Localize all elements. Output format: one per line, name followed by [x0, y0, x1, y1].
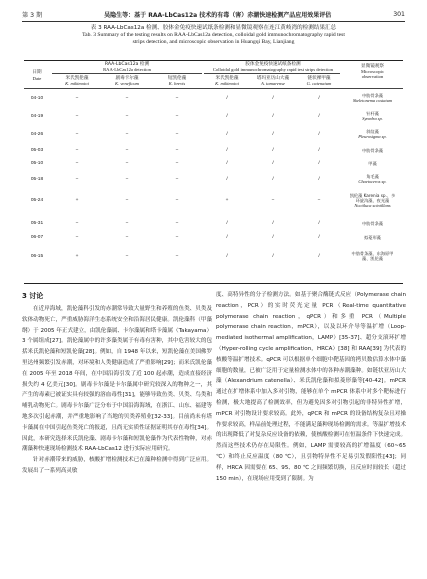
row-result-cell: − — [75, 95, 79, 101]
row-result-cell: − — [175, 253, 179, 259]
microscopy-note-line: Synedra sp. — [362, 116, 383, 121]
table-caption — [22, 25, 405, 46]
row-result-cell: − — [175, 220, 179, 226]
row-result-cell: / — [226, 113, 228, 119]
row-result-cell: − — [75, 234, 79, 240]
microscopy-note-line: Chaetoceros sp. — [358, 179, 387, 184]
row-result-cell: − — [75, 147, 79, 153]
row-result-cell: / — [272, 176, 274, 182]
row-result-cell: − — [75, 220, 79, 226]
row-result-cell: / — [272, 253, 274, 259]
row-result-cell: / — [226, 220, 228, 226]
left-paragraphs — [22, 304, 212, 477]
row-result-cell: − — [125, 160, 129, 166]
microscopy-note-line: 甲藻 — [368, 160, 377, 166]
results-table — [24, 60, 403, 284]
row-result-cell: / — [226, 160, 228, 166]
row-microscopy-note — [342, 174, 403, 184]
running-header — [22, 8, 405, 20]
row-result-cell: − — [175, 131, 179, 137]
microscopy-note-line: 中肋骨条藻 — [362, 147, 383, 153]
row-microscopy-note — [342, 221, 403, 226]
row-result-cell: − — [271, 197, 275, 203]
row-result-cell: − — [125, 95, 129, 101]
row-result-cell: / — [318, 234, 320, 240]
row-result-cell: + — [75, 197, 79, 203]
row-result-cell: − — [125, 113, 129, 119]
row-date: 05-03 — [30, 147, 44, 153]
row-result-cell: + — [75, 253, 79, 259]
row-result-cell: / — [272, 95, 274, 101]
row-result-cell: / — [318, 220, 320, 226]
row-result-cell: − — [175, 197, 179, 203]
row-result-cell: − — [175, 147, 179, 153]
microscopy-note-line: Noctiluca scintillans — [354, 202, 391, 208]
micro-header-zh: 显微镜观察 — [361, 64, 384, 69]
group-gold-header-en: Colloidal gold immunochromatography rapid test strips detection — [212, 67, 334, 72]
species-header-en: K. brevis — [168, 81, 186, 86]
table-row — [24, 127, 403, 141]
species-header-zh: 短凯伦藻 — [167, 76, 187, 81]
group-gold-header-zh: 胶体金免疫快速试纸条检测 — [245, 62, 301, 67]
header-rule — [22, 21, 405, 22]
row-result-cell: − — [75, 176, 79, 182]
section-title: 3 讨论 — [22, 292, 44, 300]
microscopy-note-line: Pleurosigma sp. — [358, 134, 387, 139]
row-date: 05-31 — [30, 220, 44, 226]
microscopy-note-line: 凯伦藻 Karenia sp.、多 — [349, 192, 396, 198]
row-result-cell: / — [318, 131, 320, 137]
row-result-cell: / — [318, 253, 320, 259]
microscopy-note-line: 藻、凯伦藻 — [362, 256, 383, 261]
group-raa-rule — [52, 73, 202, 74]
row-date: 05-24 — [30, 197, 44, 203]
row-date: 04-19 — [30, 113, 44, 119]
microscopy-note-line: 中肋骨条藻、东海原甲 — [351, 251, 394, 256]
row-date: 06-15 — [30, 253, 44, 259]
row-microscopy-note — [342, 93, 403, 103]
body-paragraph: 在近岸海域，凯伦藻科引发的赤潮常导致大量野生和养殖的鱼类、贝类及软体动物死亡，严重威胁海洋生态系统安全和沿海居民健康。凯伦藻科（甲藻纲）于 2005 年正式建立，由凯伦藻属、卡尔藻属和塔卡藻属（Takayama）3 个属组成[27]。凯伦藻属中的许多藻类属于有毒有害种，其中危害较大的包括米氏凯伦藻和短凯伦藻[28]。例如，自 1948 年以来，短凯伦藻在美国佛罗里达州频繁引发赤潮，对环境和人类健康造成了严重影响[29]；而米氏凯伦藻在 2005 年至 2018 年间，在中国沿海引发了近 100 起赤潮，造成直接经济损失约 4 亿美元[30]。剧毒卡尔藻是卡尔藻属中研究较深入的物种之一，其产生的毒素已被证实具有较强的溶血毒性[31]，能够导致鱼类、贝类、鸟类和哺乳动物死亡。剧毒卡尔藻广泛分布于中国沿海海域，在浙江、山东、福建等地多次引起赤潮，并严重地影响了当地的贝类养殖业[32-33]。目前尚未有塔卡藻属在中国引起鱼类死亡的报道，且尚无实质性证据证明其存在毒性[34]。因此，本研究选择米氏凯伦藻、剧毒卡尔藻和短凯伦藻作为代表性物种，对赤潮藻种快速现场检测技术 RAA-LbCas12 进行实际应用研究。 — [22, 306, 212, 453]
species-header-en: K. mikimotoi — [215, 81, 239, 86]
table-row — [24, 172, 403, 186]
row-result-cell: + — [225, 197, 229, 203]
microscopy-note-line: 中肋骨条藻 — [362, 93, 383, 98]
table-row — [24, 187, 403, 213]
row-microscopy-note — [342, 129, 403, 139]
microscopy-note-line: 斜纹藻 — [366, 129, 379, 134]
species-header-zh: 米氏凯伦藻 — [215, 76, 239, 81]
right-paragraphs — [216, 290, 406, 484]
group-raa-header-en: RAA-LbCas12a detection — [103, 67, 151, 72]
species-header-zh: 塔玛亚历山大藻 — [256, 76, 290, 81]
left-column — [22, 290, 212, 477]
row-date: 05-10 — [30, 160, 44, 166]
table-row — [24, 248, 403, 264]
species-header-en: K. mikimotoi — [65, 81, 89, 86]
species-header-en: A. tamarense — [260, 81, 286, 86]
date-header-en: Date — [32, 76, 42, 81]
row-result-cell: / — [318, 113, 320, 119]
body-paragraph: 针对赤潮带来的威胁，核酸扩增检测技术已在藻种检测中得到广泛应用。发展出了一系列高灵敏 — [22, 457, 212, 474]
species-header-zh: 剧毒卡尔藻 — [115, 76, 139, 81]
table-caption-en-2: strips detection, and microscopic observation in Huangqi Bay, Lianjiang — [132, 39, 295, 45]
table-row — [24, 109, 403, 123]
running-title: 吴隐生等：基于 RAA-LbCas12a 技术的有毒（害）赤潮快速检测产品应用效果评估 — [104, 11, 332, 19]
species-header-en: K. veneficum — [115, 81, 139, 86]
microscopy-note-line: 环旋沟藻、夜光藻 — [355, 197, 390, 203]
microscopy-note-line: Skeletonema costatum — [352, 98, 393, 103]
row-result-cell: / — [272, 234, 274, 240]
table-bottom-rule — [24, 283, 403, 284]
micro-header-en-2: observation — [361, 74, 384, 79]
row-result-cell: / — [226, 95, 228, 101]
species-header-zh: 链状裸甲藻 — [307, 76, 331, 81]
group-gold-rule — [204, 73, 340, 74]
row-result-cell: / — [272, 113, 274, 119]
table-row — [24, 232, 403, 242]
body-paragraph: 度、高特异性的分子检测方法。如基于聚合酶链式反应（Polymerase chain reaction，PCR）的实时荧光定量 PCR（Real-time quantitative polymerase chain reaction，qPCR）和多重 PCR（Multiple polymerase chain reaction，mPCR），以及以环介导等温扩增（Loop-mediated isothermal amplification，LAMP）[35-37]、超分支滚环扩增（Hyper-rolling cycle amplification，HRCA）[38] 和 RAA[39] 为代表的核酸等温扩增技术。qPCR 可以根据单个细胞中靶基因的拷贝数估算水体中藻细胞的数量，已被广泛用于定量检测水体中的各种赤潮藻种。如链状亚历山大藻（Alexandrium catenella）、米氏凯伦藻和拟菱形藻等[40-42]。mPCR 通过在扩增体系中加入多对引物，能够在单个 mPCR 体系中对多个靶标进行检测，极大地提高了检测效率，但为避免因多对引物引起的非特异性扩增，mPCR 对引物设计要求较高。此外，qPCR 和 mPCR 的设备结构复杂且对操作要求较高，样品前处理过程，不能满足藻种现场检测的需求。等温扩增技术的出现降低了对复杂反应设备的依赖，使核酸检测可在恒温条件下快速完成。然而这些技术仍存在局限性。例如，LAMP 需要较高的扩增温度（60~65 ℃）和终止反应温度（80 ℃），且引物特异性不足易引发假阳性[43]；同样，HRCA 因需要在 65、95、80 ℃ 之间频繁切换，且反应时间较长（超过 150 min），在现场应用受到了限制。为 — [216, 292, 406, 482]
row-result-cell: − — [175, 160, 179, 166]
row-result-cell: − — [175, 176, 179, 182]
row-result-cell: / — [226, 176, 228, 182]
row-microscopy-note — [342, 251, 403, 261]
table-row — [24, 91, 403, 105]
row-microscopy-note — [342, 148, 403, 153]
row-result-cell: − — [125, 234, 129, 240]
microscopy-note-line: 拟菱形藻 — [364, 234, 381, 240]
row-result-cell: / — [226, 131, 228, 137]
row-result-cell: / — [318, 147, 320, 153]
row-microscopy-note — [342, 111, 403, 121]
date-header-zh: 日期 — [32, 70, 42, 75]
row-result-cell: − — [175, 95, 179, 101]
row-result-cell: / — [318, 160, 320, 166]
row-result-cell: / — [226, 147, 228, 153]
table-header-rule — [24, 88, 403, 89]
row-result-cell: − — [125, 253, 129, 259]
row-result-cell: / — [318, 176, 320, 182]
row-result-cell: − — [125, 131, 129, 137]
right-column — [216, 290, 406, 484]
row-result-cell: / — [272, 131, 274, 137]
row-microscopy-note — [342, 161, 403, 166]
row-result-cell: / — [272, 147, 274, 153]
row-date: 05-18 — [30, 176, 44, 182]
row-result-cell: − — [175, 234, 179, 240]
table-row — [24, 158, 403, 168]
row-result-cell: − — [75, 160, 79, 166]
issue-number: 第 3 期 — [22, 11, 43, 19]
microscopy-note-line: 针杆藻 — [366, 111, 379, 116]
row-result-cell: − — [125, 197, 129, 203]
row-date: 06-07 — [30, 234, 44, 240]
row-result-cell: − — [125, 220, 129, 226]
row-result-cell: − — [175, 113, 179, 119]
microscopy-note-line: 中肋骨条藻 — [362, 220, 383, 226]
row-microscopy-note — [342, 235, 403, 240]
table-row — [24, 145, 403, 155]
row-result-cell: − — [125, 147, 129, 153]
row-result-cell: / — [226, 253, 228, 259]
microscopy-note-line: 角毛藻 — [366, 174, 379, 179]
page-number: 301 — [393, 10, 405, 18]
species-header-zh: 米氏凯伦藻 — [65, 76, 89, 81]
species-header-en: G. catenatum — [306, 81, 332, 86]
row-result-cell: / — [318, 95, 320, 101]
row-result-cell: / — [226, 234, 228, 240]
row-date: 04-10 — [30, 95, 44, 101]
table-top-rule — [24, 60, 403, 61]
row-result-cell: − — [317, 197, 321, 203]
group-raa-header-zh: RAA-LbCas12a 检测 — [104, 62, 150, 67]
row-result-cell: − — [75, 113, 79, 119]
row-result-cell: − — [125, 176, 129, 182]
row-result-cell: / — [272, 160, 274, 166]
row-result-cell: − — [75, 131, 79, 137]
table-caption-zh: 表 3 RAA-LbCas12a 检测、胶体金免疫快速试纸条检测和显微镜观察在连江黄岐湾的检测结果汇总 — [90, 25, 337, 31]
row-date: 04-26 — [30, 131, 44, 137]
row-result-cell: / — [272, 220, 274, 226]
micro-header-en-1: Microscopic — [361, 69, 384, 74]
table-row — [24, 218, 403, 228]
table-caption-en-1: Tab. 3 Summary of the testing results on RAA-LbCas12a detection, colloidal gold immunochromatography rapid test — [82, 32, 345, 38]
row-microscopy-note — [342, 193, 403, 208]
